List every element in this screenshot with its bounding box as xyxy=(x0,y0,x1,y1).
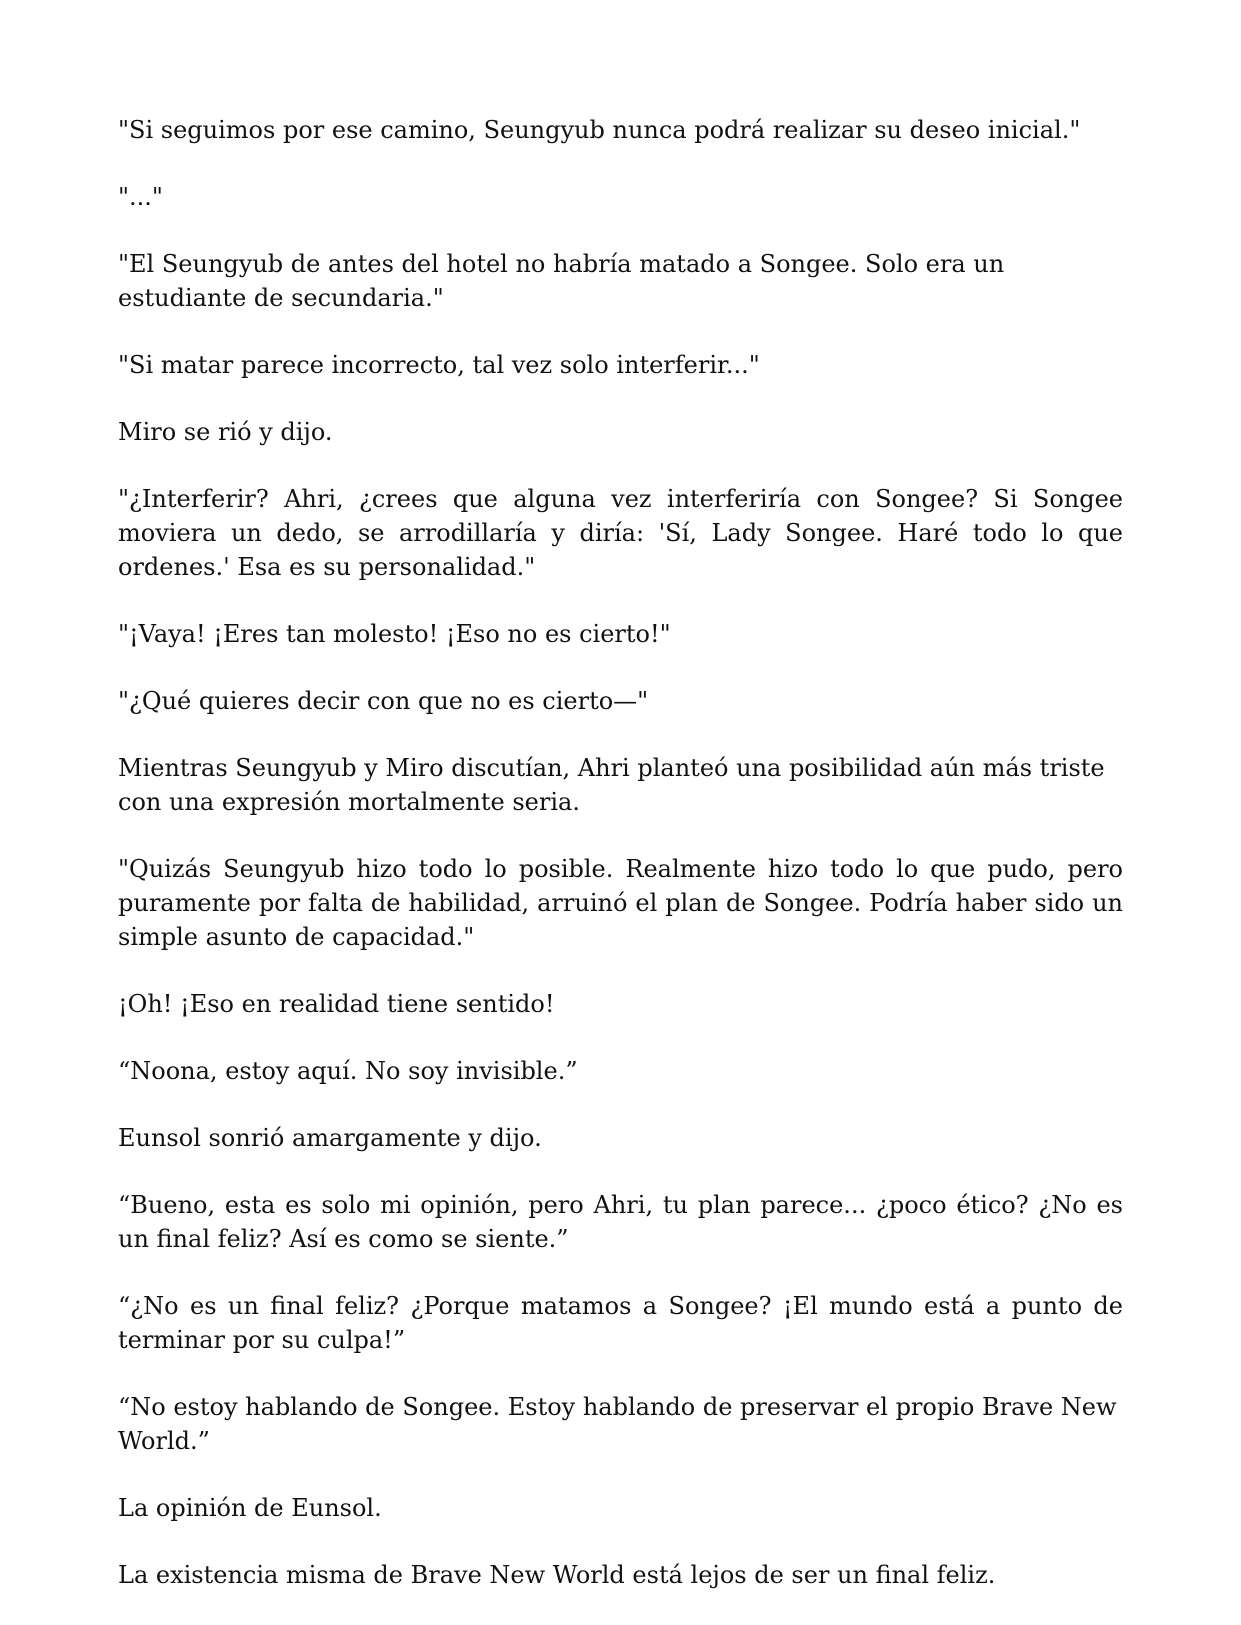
paragraph: Eunsol sonrió amargamente y dijo. xyxy=(118,1124,542,1152)
paragraph: "¡Vaya! ¡Eres tan molesto! ¡Eso no es cierto!" xyxy=(118,620,671,648)
paragraph: La existencia misma de Brave New World está lejos de ser un final feliz. xyxy=(118,1561,996,1589)
paragraph: "..." xyxy=(118,183,163,211)
paragraph: Miro se rió y dijo. xyxy=(118,418,333,446)
paragraph: “¿No es un final feliz? ¿Porque matamos a Songee? ¡El mundo está a punto de terminar por su culpa!” xyxy=(118,1292,1123,1354)
paragraph: La opinión de Eunsol. xyxy=(118,1494,382,1522)
paragraph: Mientras Seungyub y Miro discutían, Ahri planteó una posibilidad aún más triste con una expresión mortalmente seria. xyxy=(118,754,1105,816)
paragraph: "Si matar parece incorrecto, tal vez solo interferir..." xyxy=(118,351,760,379)
paragraph: “Noona, estoy aquí. No soy invisible.” xyxy=(118,1057,578,1085)
paragraph: “Bueno, esta es solo mi opinión, pero Ahri, tu plan parece... ¿poco ético? ¿No es un final feliz? Así es como se siente.” xyxy=(118,1191,1123,1253)
paragraph: “No estoy hablando de Songee. Estoy hablando de preservar el propio Brave New World.” xyxy=(118,1393,1117,1455)
paragraph: "Si seguimos por ese camino, Seungyub nunca podrá realizar su deseo inicial." xyxy=(118,116,1081,144)
paragraph: "Quizás Seungyub hizo todo lo posible. Realmente hizo todo lo que pudo, pero puramente por falta de habilidad, arruinó el plan de Songee. Podría haber sido un simple asunto de capacidad." xyxy=(118,855,1123,951)
paragraph: "¿Interferir? Ahri, ¿crees que alguna vez interferiría con Songee? Si Songee moviera un dedo, se arrodillaría y diría: 'Sí, Lady Songee. Haré todo lo que ordenes.' Esa es su personalidad." xyxy=(118,485,1123,581)
document-page xyxy=(118,113,1123,1625)
paragraph: "El Seungyub de antes del hotel no habría matado a Songee. Solo era un estudiante de secundaria." xyxy=(118,250,1005,312)
paragraph: "¿Qué quieres decir con que no es cierto—" xyxy=(118,687,649,715)
paragraph: ¡Oh! ¡Eso en realidad tiene sentido! xyxy=(118,990,555,1018)
